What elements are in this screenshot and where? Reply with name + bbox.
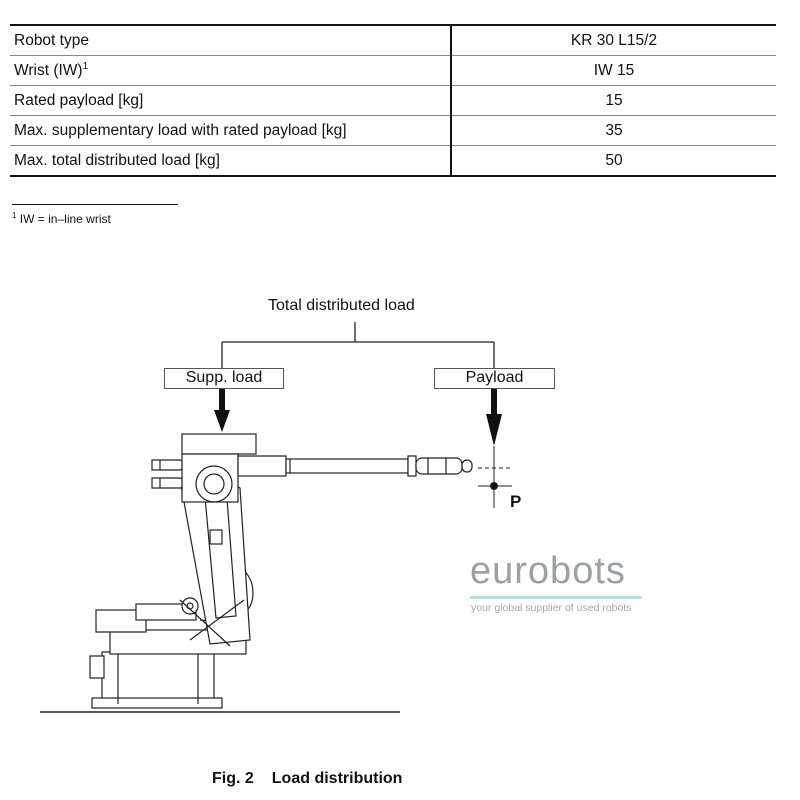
figure-caption [212,770,402,788]
row-value: KR 30 L15/2 [451,25,776,56]
load-point-p [478,446,512,508]
footnote-marker: 1 [82,60,89,72]
row-value: 15 [451,86,776,116]
row-label: Wrist (IW)$^1$ [10,56,451,86]
load-bracket [222,322,494,368]
row-label: Max. total distributed load [kg] [10,146,451,177]
figure-number: Fig. 2 [212,770,254,787]
row-label: Robot type [10,25,451,56]
robot-drawing [90,434,472,708]
eurobots-logo: eurobots [470,550,626,592]
total-load-label: Total distributed load [268,297,415,314]
row-label: Rated payload [kg] [10,86,451,116]
point-p-label: P [510,492,522,511]
footnote-number: 1 [12,211,17,220]
row-value: 50 [605,151,623,169]
logo-underline [470,596,642,599]
payload-arrow [486,389,502,446]
payload-box: Payload [434,368,555,389]
figure-title: Load distribution [271,770,403,787]
row-value: IW 15 [451,56,776,86]
supp-load-box: Supp. load [164,368,284,389]
row-label: Max. supplementary load with rated payload [kg] [10,116,451,146]
footnote-text: IW = in–line wrist [19,212,111,226]
supp-load-arrow [214,389,230,432]
logo-tagline: your global supplier of used robots [471,602,632,614]
row-value: 35 [451,116,776,146]
